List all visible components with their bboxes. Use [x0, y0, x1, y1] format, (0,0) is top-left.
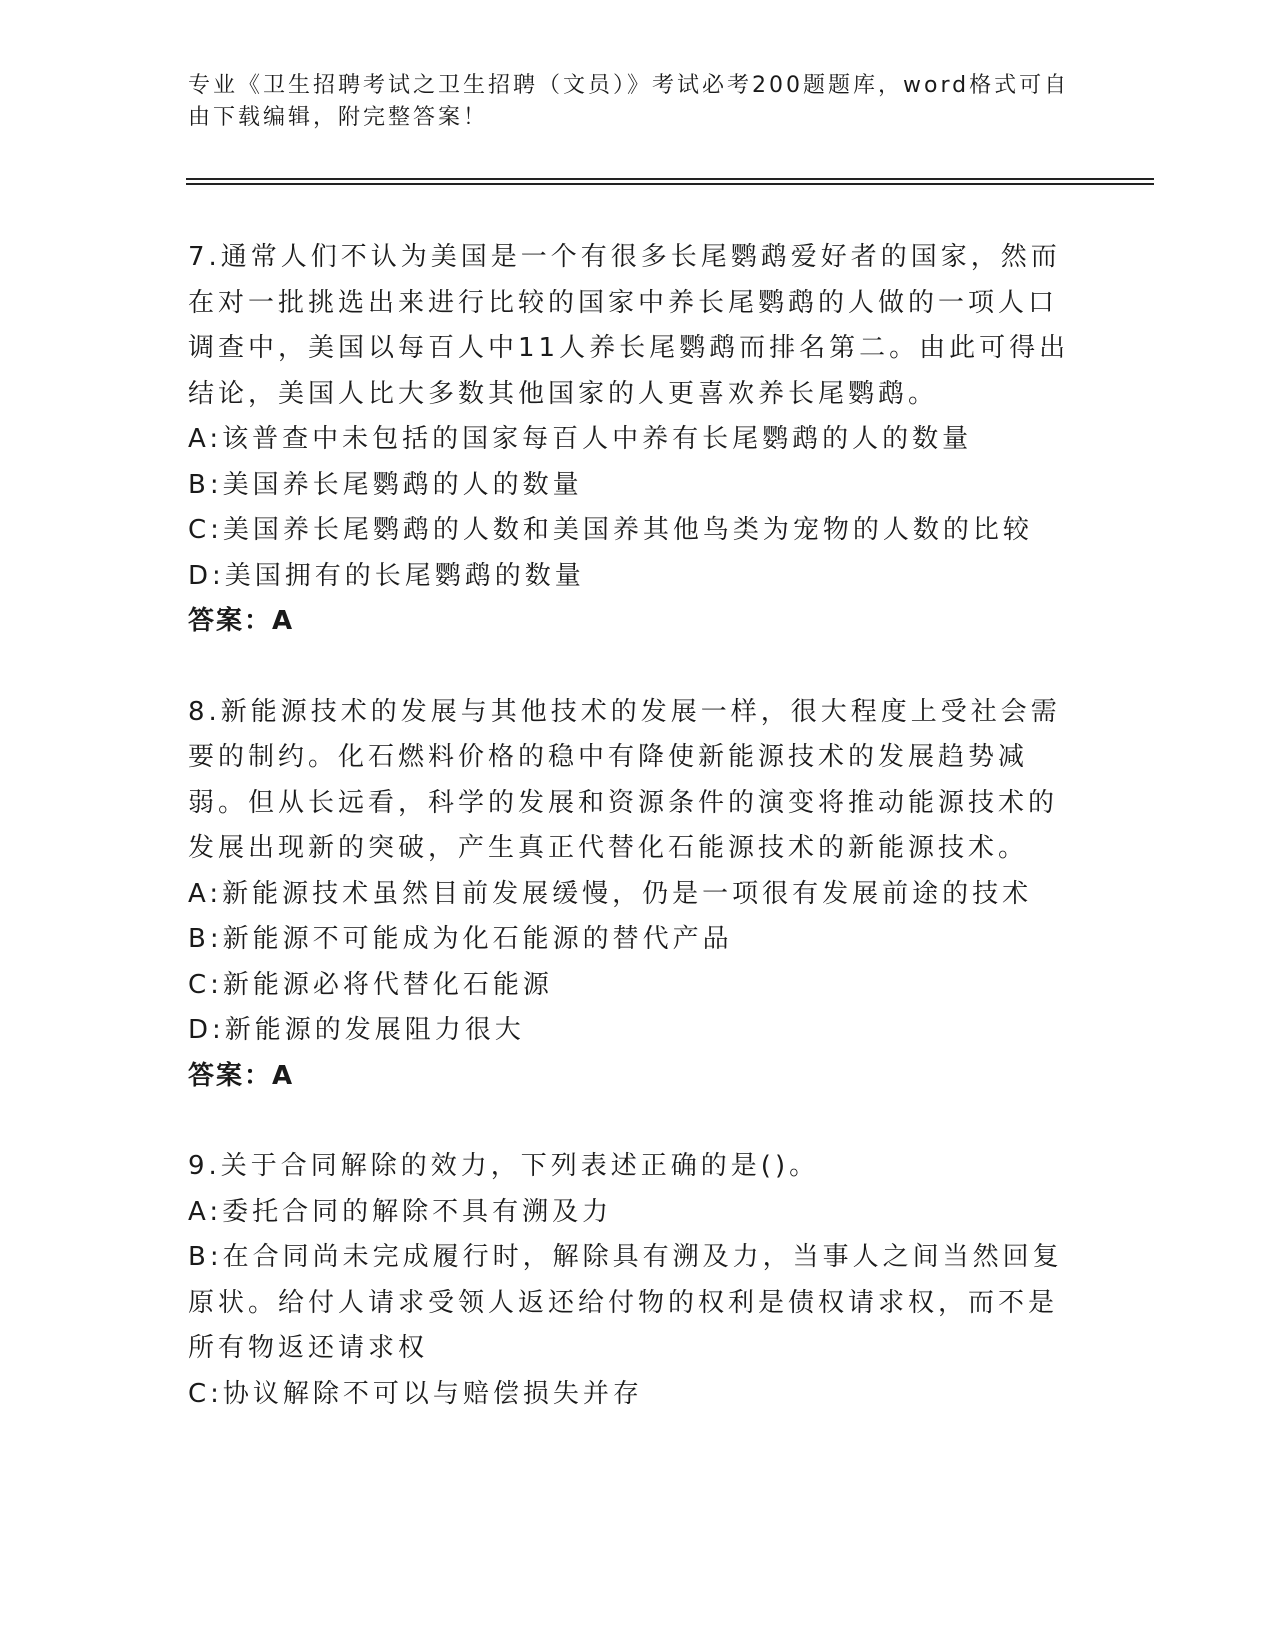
option-a: A:新能源技术虽然目前发展缓慢，仍是一项很有发展前途的技术 — [188, 878, 1033, 909]
option-b: B:在合同尚未完成履行时，解除具有溯及力，当事人之间当然回复原状。给付人请求受领人返还给付物的权利是债权请求权，而不是所有物返还请求权 — [188, 1242, 1063, 1363]
answer-label: 答案：A — [188, 1060, 295, 1091]
question-stem: 9.关于合同解除的效力，下列表述正确的是()。 — [188, 1151, 820, 1181]
option-d: D:美国拥有的长尾鹦鹉的数量 — [188, 560, 585, 591]
document-header — [188, 70, 1088, 134]
question-stem: 7.通常人们不认为美国是一个有很多长尾鹦鹉爱好者的国家，然而在对一批挑选出来进行比较的国家中养长尾鹦鹉的人做的一项人口调查中，美国以每百人中11人养长尾鹦鹉而排名第二。由此可得出结论，美国人比大多数其他国家的人更喜欢养长尾鹦鹉。 — [188, 242, 1070, 409]
option-c: C:协议解除不可以与赔偿损失并存 — [188, 1378, 643, 1409]
option-b: B:新能源不可能成为化石能源的替代产品 — [188, 924, 733, 954]
question-stem: 8.新能源技术的发展与其他技术的发展一样，很大程度上受社会需要的制约。化石燃料价格的稳中有降使新能源技术的发展趋势减弱。但从长远看，科学的发展和资源条件的演变将推动能源技术的发展出现新的突破，产生真正代替化石能源技术的新能源技术。 — [188, 696, 1061, 863]
question-8 — [188, 690, 1078, 1100]
answer-label: 答案：A — [188, 606, 295, 636]
header-text: 专业《卫生招聘考试之卫生招聘（文员）》考试必考200题题库，word格式可自由下载编辑，附完整答案！ — [188, 73, 1070, 130]
question-9 — [188, 1144, 1078, 1417]
option-a: A:委托合同的解除不具有溯及力 — [188, 1196, 613, 1227]
question-list — [188, 235, 1078, 1417]
header-rule-top — [186, 178, 1154, 180]
option-d: D:新能源的发展阻力很大 — [188, 1015, 525, 1045]
header-rule-bottom — [186, 183, 1154, 185]
question-7 — [188, 235, 1078, 645]
option-a: A:该普查中未包括的国家每百人中养有长尾鹦鹉的人的数量 — [188, 424, 973, 454]
option-b: B:美国养长尾鹦鹉的人的数量 — [188, 469, 583, 500]
option-c: C:美国养长尾鹦鹉的人数和美国养其他鸟类为宠物的人数的比较 — [188, 515, 1033, 545]
option-c: C:新能源必将代替化石能源 — [188, 969, 553, 1000]
